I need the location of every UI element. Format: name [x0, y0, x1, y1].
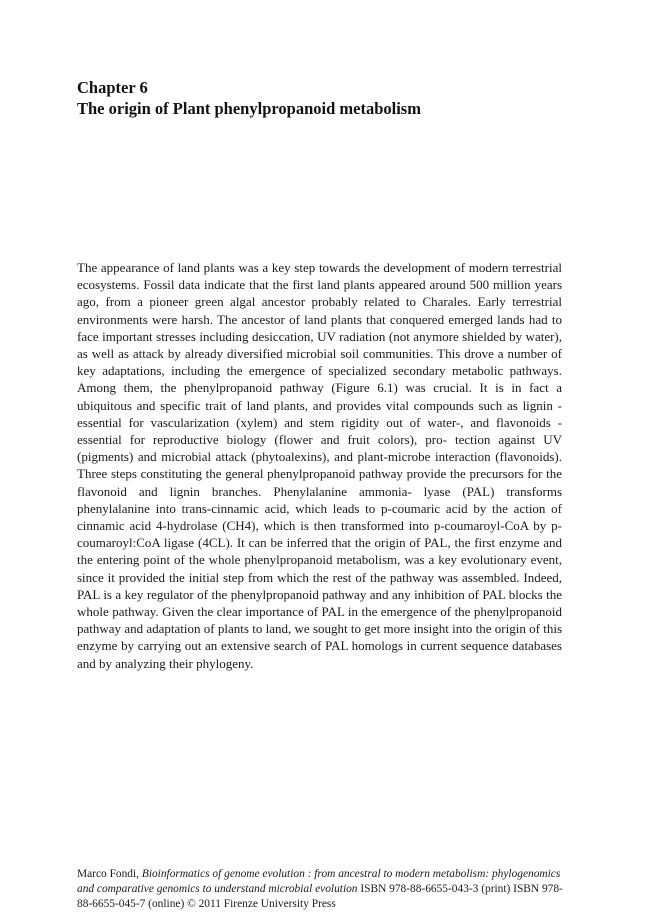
- footer-publication: ISBN 978-88-6655-043-3 (print) ISBN 978-88-6655-045-7 (online) © 2011 Firenze University Press: [77, 883, 563, 910]
- footer-citation: [77, 867, 577, 912]
- footer-author: Marco Fondi,: [77, 868, 142, 880]
- chapter-title: The origin of Plant phenylpropanoid metabolism: [77, 99, 421, 118]
- footer-book-title: Bioinformatics of genome evolution : from ancestral to modern metabolism: phylogenomics and comparative genomics to understand microbial evolution: [77, 868, 561, 895]
- body-paragraph: The appearance of land plants was a key step towards the development of modern terrestrial ecosystems. Fossil data indicate that the first land plants appeared around 500 million years ago, from a pioneer green algal ancestor probably related to Charales. Early terrestrial environments were harsh. The ancestor of land plants that conquered emerged lands had to face important stresses including desiccation, UV radiation (not anymore shielded by water), as well as attack by already diversified microbial soil communities. This drove a number of key adaptations, including the emergence of specialized secondary metabolic pathways. Among them, the phenylpropanoid pathway (Figure 6.1) was crucial. It is in fact a ubiquitous and specific trait of land plants, and provides vital compounds such as lignin -essential for vascularization (xylem) and stem rigidity out of water-, and flavonoids -essential for reproductive biology (flower and fruit colors), pro- tection against UV (pigments) and microbial attack (phytoalexins), and plant-microbe interaction (flavonoids). Three steps constituting the general phenylpropanoid pathway provide the precursors for the flavonoid and lignin branches. Phenylalanine ammonia- lyase (PAL) transforms phenylalanine into trans-cinnamic acid, which leads to p-coumaric acid by the action of cinnamic acid 4-hydrolase (CH4), which is then transformed into p-coumaroyl-CoA by p-coumaroyl:CoA ligase (4CL). It can be inferred that the origin of PAL, the first enzyme and the entering point of the whole phenylpropanoid metabolism, was a key evolutionary event, since it provided the initial step from which the rest of the pathway was assembled. Indeed, PAL is a key regulator of the phenylpropanoid pathway and any inhibition of PAL blocks the whole pathway. Given the clear importance of PAL in the emergence of the phenylpropanoid pathway and adaptation of plants to land, we sought to get more insight into the origin of this enzyme by carrying out an extensive search of PAL homologs in current sequence databases and by analyzing their phylogeny.: [77, 260, 562, 671]
- chapter-header: [77, 77, 577, 119]
- chapter-label: Chapter 6: [77, 78, 148, 97]
